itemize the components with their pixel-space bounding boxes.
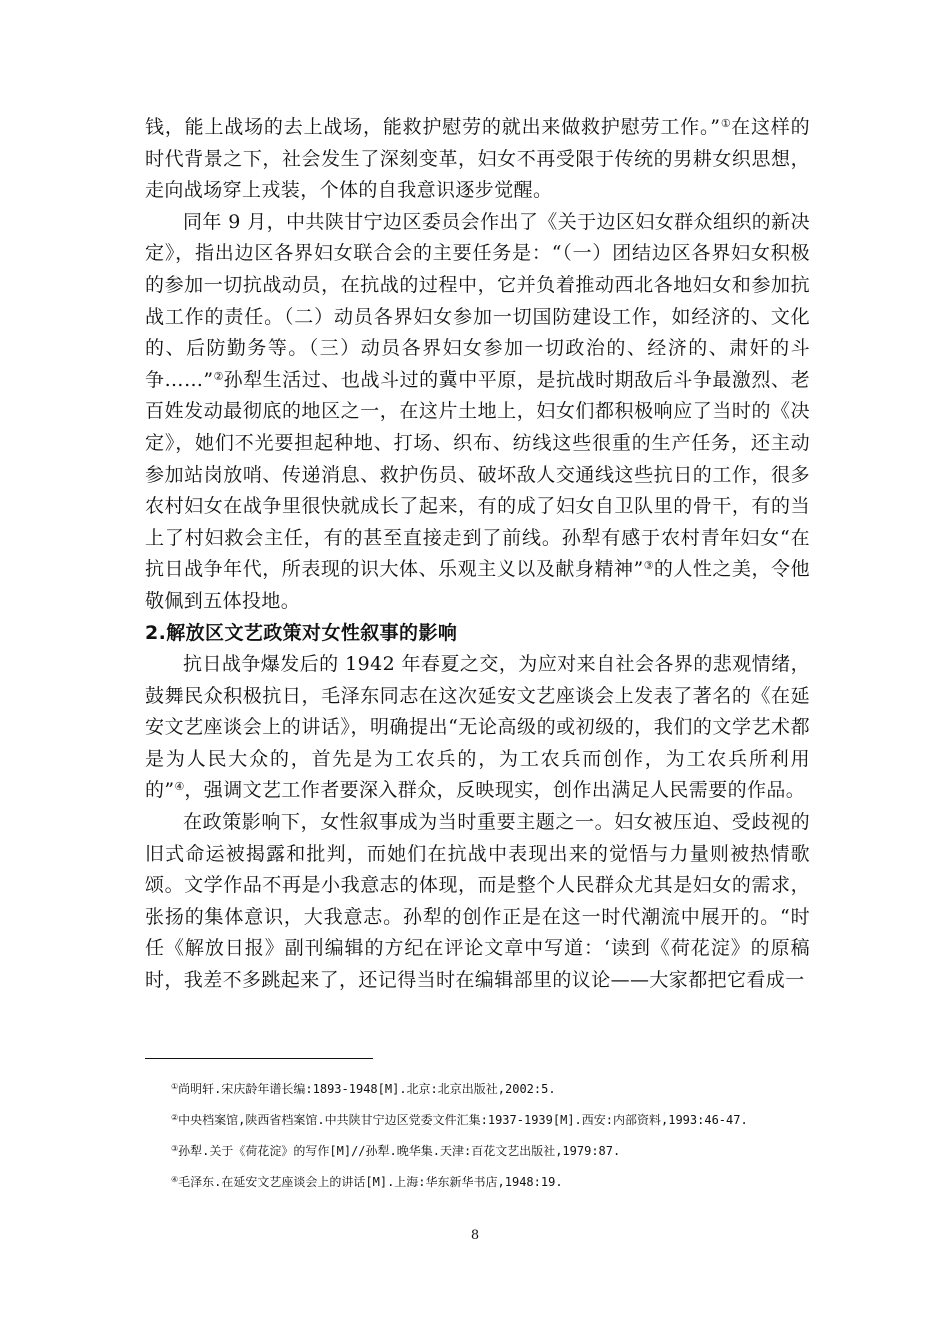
paragraph-3 (145, 649, 810, 807)
paragraph-1 (145, 112, 810, 207)
paragraph-3-text-a: 抗日战争爆发后的 1942 年春夏之交，为应对来自社会各界的悲观情绪，鼓舞民众积极抗日，毛泽东同志在这次延安文艺座谈会上发表了著名的《在延安文艺座谈会上的讲话》，明确提出“无论高级的或初级的，我们的文学艺术都是为人民大众的，首先是为工农兵的，为工农兵而创作，为工农兵所利用的” (145, 653, 810, 802)
footnote-text: 孙犁.关于《荷花淀》的写作[M]//孙犁.晚华集.天津:百花文艺出版社,1979:87. (178, 1144, 621, 1158)
paragraph-2-text-a: 同年 9 月，中共陕甘宁边区委员会作出了《关于边区妇女群众组织的新决定》，指出边区各界妇女联合会的主要任务是：“（一）团结边区各界妇女积极的参加一切抗战动员，在抗战的过程中，它并负着推动西北各地妇女和参加抗战工作的责任。（二）动员各界妇女参加一切国防建设工作，如经济的、文化的、后防勤务等。（三）动员各界妇女参加一切政治的、经济的、肃奸的斗争……” (145, 210, 810, 391)
paragraph-3-text-b: ，强调文艺工作者要深入群众，反映现实，创作出满足人民需要的作品。 (184, 779, 806, 802)
main-text (145, 112, 810, 997)
footnote-text: 尚明轩.宋庆龄年谱长编:1893-1948[M].北京:北京出版社,2002:5. (178, 1082, 556, 1096)
footnote-4 (145, 1169, 810, 1196)
footnote-text: 中央档案馆,陕西省档案馆.中共陕甘宁边区党委文件汇集:1937-1939[M].西安:内部资料,1993:46-47. (178, 1113, 748, 1127)
footnote-mark: ③ (171, 1144, 179, 1153)
paragraph-4: 在政策影响下，女性叙事成为当时重要主题之一。妇女被压迫、受歧视的旧式命运被揭露和批判，而她们在抗战中表现出来的觉悟与力量则被热情歌颂。文学作品不再是小我意志的体现，而是整个人民群众尤其是妇女的需求，张扬的集体意识，大我意志。孙犁的创作正是在这一时代潮流中展开的。“时任《解放日报》副刊编辑的方纪在评论文章中写道：‘读到《荷花淀》的原稿时，我差不多跳起来了，还记得当时在编辑部里的议论——大家都把它看成一 (145, 811, 810, 992)
footnote-ref-4[interactable]: ④ (174, 780, 185, 794)
footnote-ref-1[interactable]: ① (720, 117, 732, 130)
footnotes (145, 1076, 810, 1196)
paragraph-1-text-a: 钱，能上战场的去上战场，能救护慰劳的就出来做救护慰劳工作。” (145, 116, 721, 138)
footnote-mark: ② (171, 1113, 179, 1122)
paragraph-1-text-b: 在这样的时代背景之下，社会发生了深刻变革，妇女不再受限于传统的男耕女织思想，走向战场穿上戎装，个体的自我意识逐步觉醒。 (145, 116, 810, 202)
page-number: 8 (470, 1228, 480, 1243)
footnote-ref-3[interactable]: ③ (643, 559, 654, 573)
footnote-separator (145, 1058, 373, 1059)
paragraph-2-text-b: 孙犁生活过、也战斗过的冀中平原，是抗战时期敌后斗争最激烈、老百姓发动最彻底的地区之一，在这片土地上，妇女们都积极响应了当时的《决定》，她们不光要担起种地、打场、织布、纺线这些很重的生产任务，还主动参加站岗放哨、传递消息、救护伤员、破坏敌人交通线这些抗日的工作，很多农村妇女在战争里很快就成长了起来，有的成了妇女自卫队里的骨干，有的当上了村妇救会主任，有的甚至直接走到了前线。孙犁有感于农村青年妇女“在抗日战争年代，所表现的识大体、乐观主义以及献身精神” (145, 368, 810, 581)
footnote-3 (145, 1138, 810, 1165)
section-heading: 2.解放区文艺政策对女性叙事的影响 (145, 621, 458, 644)
footnote-2 (145, 1107, 810, 1134)
footnote-mark: ① (171, 1082, 179, 1091)
paragraph-2 (145, 207, 810, 618)
footnote-mark: ④ (171, 1175, 179, 1184)
footnote-1 (145, 1076, 810, 1103)
footnote-ref-2[interactable]: ② (213, 369, 224, 383)
footnote-text: 毛泽东.在延安文艺座谈会上的讲话[M].上海:华东新华书店,1948:19. (178, 1175, 563, 1189)
paragraph-2-text-c: 的人性之美，令他敬佩到五体投地。 (145, 558, 811, 612)
